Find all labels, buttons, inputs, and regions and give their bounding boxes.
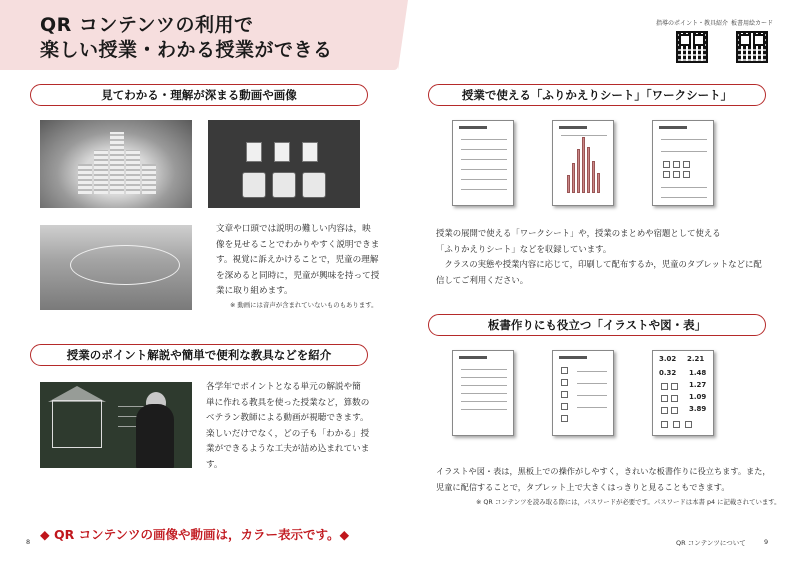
banner-title-line-2: 楽しい授業・わかる授業ができる — [40, 39, 333, 61]
section1-paragraph — [216, 222, 379, 300]
text-line: 単に作れる教具を使った授業など，算数の — [206, 397, 370, 408]
illustration-thumbnail-1 — [452, 350, 514, 436]
illustration-thumbnail-2 — [552, 350, 614, 436]
right-section1-paragraph — [436, 226, 762, 288]
worksheet-thumbnail-3 — [652, 120, 714, 206]
text-line: 信してご利用ください。 — [436, 274, 529, 285]
section2-paragraph — [206, 380, 369, 473]
section-heading-worksheets: 授業で使える「ふりかえりシート」「ワークシート」 — [428, 84, 766, 106]
card-number: 3.02 — [659, 355, 677, 363]
right-section2-paragraph — [436, 464, 771, 495]
video-audio-note: ※ 動画には音声が含まれていないものもあります。 — [230, 301, 378, 309]
worksheet-thumbnail-1 — [452, 120, 514, 206]
page-number-right: 9 — [764, 538, 769, 546]
color-display-notice: ◆ QR コンテンツの画像や動画は，カラー表示です。◆ — [40, 527, 350, 542]
photo-cards-faces — [208, 120, 360, 208]
text-line: す。 — [206, 459, 223, 470]
text-line: イラストや図・表は，黒板上での操作がしやすく，きれいな板書作りに役立ちます。また， — [436, 466, 771, 476]
password-note: ※ QR コンテンツを読み取る際には，パスワードが必要です。パスワードは本書 p4 に記載されています。 — [476, 498, 781, 506]
section-heading-teaching-points: 授業のポイント解説や簡単で便利な教具などを紹介 — [30, 344, 368, 366]
text-line: 業に取り組めます。 — [216, 286, 293, 296]
title-banner — [0, 0, 398, 70]
section-heading-videos: 見てわかる・理解が深まる動画や画像 — [30, 84, 368, 106]
photo-cube-stacks — [40, 120, 192, 208]
text-line: 各学年でポイントとなる単元の解説や簡 — [206, 382, 361, 392]
illustration-thumbnail-3 — [652, 350, 714, 436]
photo-teacher-blackboard — [40, 382, 192, 468]
card-number: 1.27 — [689, 381, 707, 389]
card-number: 2.21 — [687, 355, 705, 363]
photo-schoolyard — [40, 225, 192, 310]
card-number: 0.32 — [659, 369, 677, 377]
text-line: 児童に配信することで，タブレット上で大きくはっきりと見ることもできます。 — [436, 481, 730, 492]
qr-caption-points: 指導のポイント・教具紹介 — [655, 20, 728, 27]
qr-block-cards — [712, 18, 792, 63]
page-number-left: 8 — [26, 538, 31, 546]
card-number: 3.89 — [689, 405, 707, 413]
worksheet-thumbnail-2 — [552, 120, 614, 206]
text-line: 業ができるような工夫が詰め込まれていま — [206, 444, 370, 454]
text-line: 授業の展開で使える「ワークシート」や，授業のまとめや宿題として使える — [436, 228, 721, 238]
text-line: 楽しいだけでなく，どの子も「わかる」授 — [206, 428, 370, 439]
card-number: 1.09 — [689, 393, 707, 401]
text-line: クラスの実態や授業内容に応じて，印刷して配布するか，児童のタブレットなどに配 — [436, 259, 762, 269]
qr-code-icon[interactable] — [736, 31, 768, 63]
running-footer-label: QR コンテンツについて — [676, 539, 746, 547]
text-line: 「ふりかえりシート」などを収録しています。 — [436, 243, 612, 254]
text-line: ベテラン教師による動画が視聴できます。 — [206, 413, 369, 423]
text-line: 文章や口頭では説明の難しい内容は，映 — [216, 224, 371, 234]
section-heading-illustrations: 板書作りにも役立つ「イラストや図・表」 — [428, 314, 766, 336]
text-line: 像を見せることでわかりやすく説明できま — [216, 239, 380, 250]
text-line: を深めると同時に，児童が興味を持って授 — [216, 270, 380, 281]
card-number: 1.48 — [689, 369, 707, 377]
banner-title-line-1: QR コンテンツの利用で — [40, 14, 254, 36]
qr-code-icon[interactable] — [676, 31, 708, 63]
qr-caption-cards: 板書用絵カード — [730, 20, 773, 27]
text-line: す。視覚に訴えかけることで，児童の理解 — [216, 255, 379, 265]
